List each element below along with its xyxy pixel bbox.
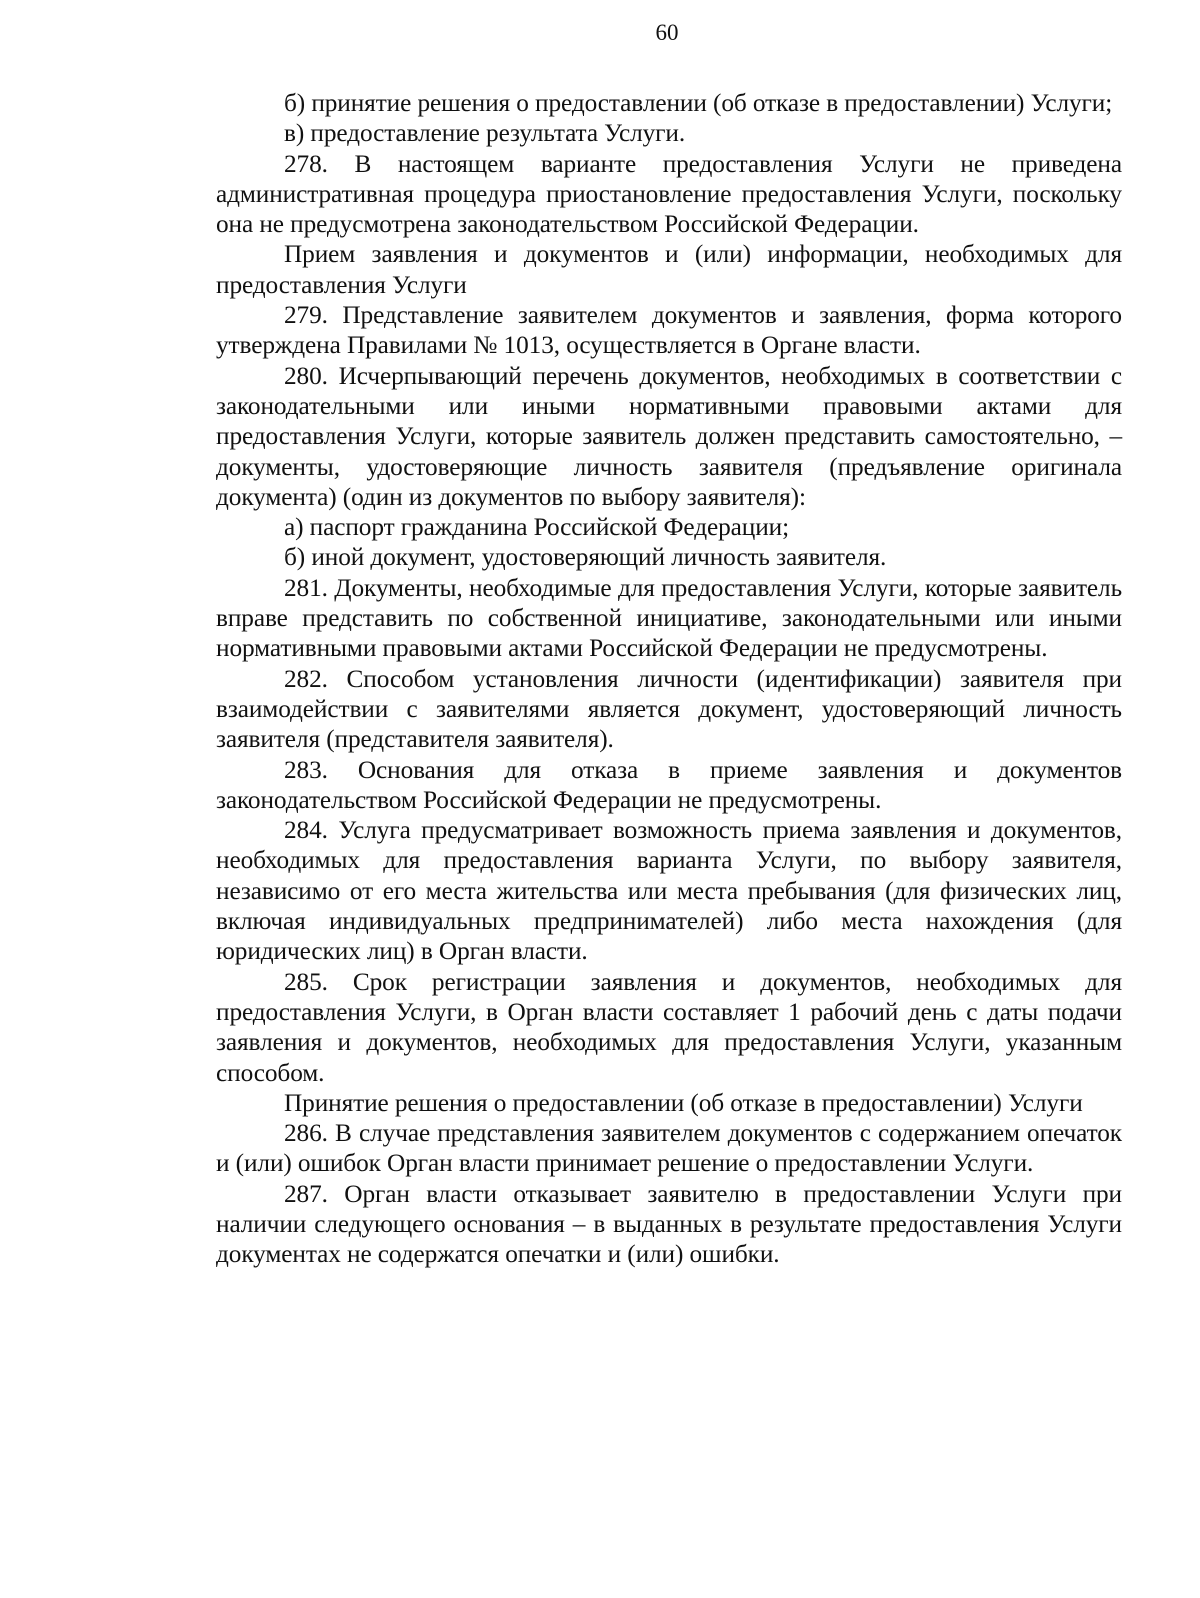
paragraph-281: 281. Документы, необходимые для предоставления Услуги, которые заявитель вправе представить по собственной инициативе, законодательными или иными нормативными правовыми актами Российской Федерации не предусмотрены. bbox=[216, 573, 1122, 663]
page-number: 60 bbox=[655, 20, 679, 45]
paragraph-280: 280. Исчерпывающий перечень документов, необходимых в соответствии с законодательными или иными нормативными правовыми актами для предоставления Услуги, которые заявитель должен представить самостоятельно, – документы, удостоверяющие личность заявителя (предъявление оригинала документа) (один из документов по выбору заявителя): bbox=[216, 361, 1122, 511]
section-heading-reception: Прием заявления и документов и (или) информации, необходимых для предоставления Услуги bbox=[216, 240, 1122, 299]
paragraph-278: 278. В настоящем варианте предоставления Услуги не приведена административная процедура приостановление предоставления Услуги, поскольку она не предусмотрена законодательством Российской Федерации. bbox=[216, 149, 1122, 239]
paragraph-b-other-document: б) иной документ, удостоверяющий личность заявителя. bbox=[284, 543, 887, 572]
paragraph-a-passport: а) паспорт гражданина Российской Федерации; bbox=[284, 513, 790, 542]
paragraph-282: 282. Способом установления личности (идентификации) заявителя при взаимодействии с заявителями является документ, удостоверяющий личность заявителя (представителя заявителя). bbox=[216, 664, 1122, 754]
section-heading-decision: Принятие решения о предоставлении (об отказе в предоставлении) Услуги bbox=[284, 1088, 1083, 1117]
paragraph-284: 284. Услуга предусматривает возможность приема заявления и документов, необходимых для предоставления варианта Услуги, по выбору заявителя, независимо от его места жительства или места пребывания (для физических лиц, включая индивидуальных предпринимателей) либо места нахождения (для юридических лиц) в Орган власти. bbox=[216, 816, 1122, 966]
paragraph-283: 283. Основания для отказа в приеме заявления и документов законодательством Российской Федерации не предусмотрены. bbox=[216, 755, 1122, 814]
paragraph-286: 286. В случае представления заявителем документов с содержанием опечаток и (или) ошибок Орган власти принимает решение о предоставлении Услуги. bbox=[216, 1119, 1122, 1178]
document-body bbox=[216, 88, 1122, 1270]
paragraph-v-result: в) предоставление результата Услуги. bbox=[284, 119, 686, 148]
paragraph-287: 287. Орган власти отказывает заявителю в предоставлении Услуги при наличии следующего основания – в выданных в результате предоставления Услуги документах не содержатся опечатки и (или) ошибки. bbox=[216, 1179, 1122, 1269]
paragraph-b-decision: б) принятие решения о предоставлении (об отказе в предоставлении) Услуги; bbox=[284, 89, 1113, 117]
paragraph-285: 285. Срок регистрации заявления и документов, необходимых для предоставления Услуги, в Орган власти составляет 1 рабочий день с даты подачи заявления и документов, необходимых для предоставления Услуги, указанным способом. bbox=[216, 967, 1122, 1087]
paragraph-279: 279. Представление заявителем документов и заявления, форма которого утверждена Правилами № 1013, осуществляется в Органе власти. bbox=[216, 301, 1122, 360]
